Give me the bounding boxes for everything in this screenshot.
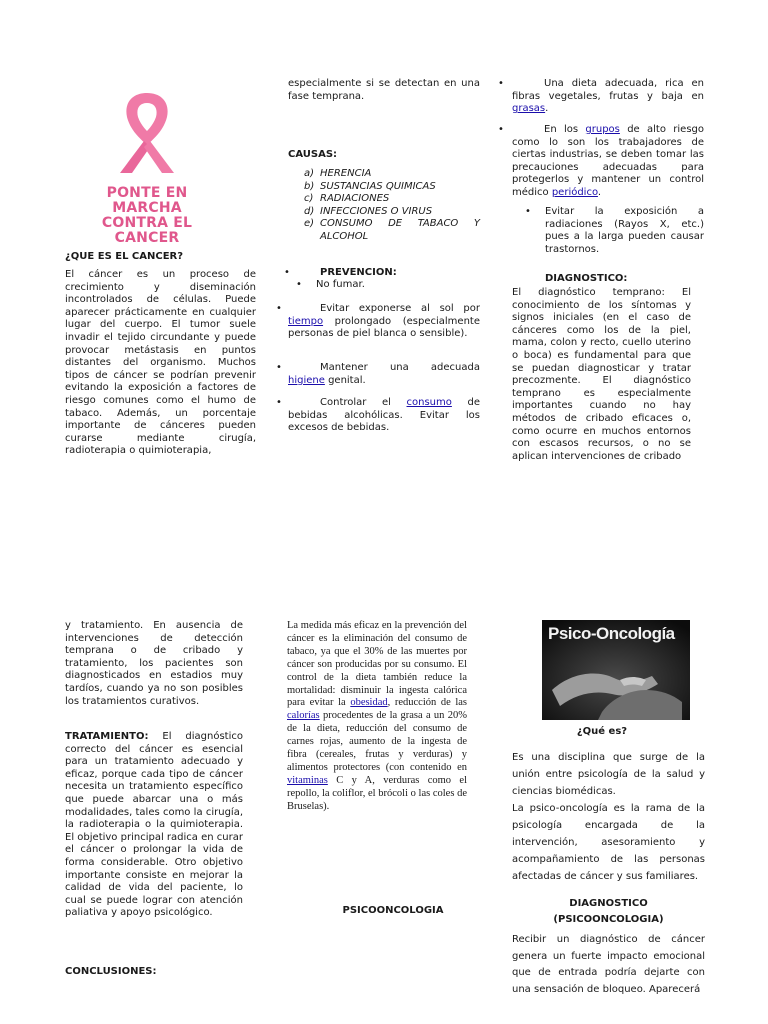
tratamiento-body: El diagnóstico correcto del cáncer es esencial para un tratamiento adecuado y eficaz, porque cada tipo de cáncer necesita un tratamiento específico que puede abarcar una o más modalidades, tales como la cirugía, la radioterapia o la quimioterapia. El objetivo principal radica en curar el cáncer o prolongar la vida de forma considerable. Otro objetivo importante consiste en mejorar la calidad de vida del paciente, lo cual se puede lograr con atención paliativa y apoyo psicológico.: [65, 731, 243, 919]
prevencion-item: • Evitar la exposición a radiaciones (Rayos X, etc.) pues a la larga pueden causar trastornos.: [525, 206, 704, 255]
grupos-link[interactable]: grupos: [585, 124, 620, 135]
que-es-heading: ¿Qué es?: [576, 726, 628, 737]
logo-text-line2: CONTRA EL CANCER: [101, 214, 193, 246]
tiempo-link[interactable]: tiempo: [288, 315, 324, 327]
que-es-cancer-continued: y tratamiento. En ausencia de intervenciones de detección temprana o de cribado y tratamiento, los pacientes son diagnosticados en estadios muy tardíos, cuando ya no son posibles los tratamientos curativos.: [65, 620, 243, 707]
prevencion-no-fumar: No fumar.: [316, 279, 365, 290]
medida-eficaz-paragraph: La medida más eficaz en la prevención del cáncer es la eliminación del consumo de tabaco, ya que el 30% de las muertes por cáncer son producidas por su consumo. El control de la dieta también reduce la mortalidad: disminuir la ingesta calórica para evitar la obesidad, reducción de las calorías procedentes de la grasa a un 20% de la dieta, reducción del consumo de carnes rojas, aumento de la ingesta de fibra (cereales, frutas y verduras) y alimentos protectores (con contenido en vitaminas C y A, verduras como el repollo, la coliflor, el brócoli o las coles de Bruselas).: [287, 620, 467, 812]
que-es-cancer-title: ¿QUE ES EL CANCER?: [65, 251, 184, 262]
diagnostico-title: DIAGNOSTICO:: [545, 273, 628, 284]
diagnostico-psico-body: Recibir un diagnóstico de cáncer genera un fuerte impacto emocional que de entrada podría dejarte con una sensación de bloqueo. Aparecerá: [512, 934, 705, 995]
causas-title: CAUSAS:: [288, 149, 338, 160]
psico-oncologia-photo: [542, 620, 690, 720]
que-es-paragraph-2: La psico-oncología es la rama de la psicología encargada de la intervención, asesoramiento y acompañamiento de las personas afectadas de cáncer y sus familiares.: [512, 803, 705, 882]
photo-title: Psico-Oncología: [548, 624, 675, 643]
vitaminas-link[interactable]: vitaminas: [287, 774, 328, 786]
grasas-link[interactable]: grasas: [512, 103, 546, 115]
prevencion-item: • Una dieta adecuada, rica en fibras vegetales, frutas y baja en grasas.: [498, 78, 704, 115]
calorias-link[interactable]: calorías: [287, 710, 320, 722]
prevencion-item: • Controlar el consumo de bebidas alcohólicas. Evitar los excesos de bebidas.: [276, 397, 480, 434]
radiaciones-text: Evitar la exposición a radiaciones (Rayos X, etc.) pues a la larga pueden causar trastornos.: [545, 206, 704, 255]
causa-item: d) INFECCIONES O VIRUS: [304, 205, 433, 217]
que-es-paragraph-1: Es una disciplina que surge de la unión entre psicología de la salud y ciencias biomédicas.: [512, 752, 705, 797]
psicooncologia-heading: PSICOONCOLOGIA: [342, 905, 444, 916]
que-es-cancer-body: El cáncer es un proceso de crecimiento y diseminación incontrolados de células. Puede aparecer prácticamente en cualquier lugar del cuerpo. El tumor suele invadir el tejido circundante y puede provocar metástasis en puntos distantes del organismo. Muchos tipos de cáncer se podrían prevenir evitando la exposición a factores de riesgo comunes como el humo de tabaco. Además, un porcentaje importante de cánceres pueden curarse mediante cirugía, radioterapia o quimioterapia,: [65, 269, 256, 457]
prevencion-item: • Evitar exponerse al sol por tiempo prolongado (especialmente personas de piel blanca o sensible).: [276, 303, 480, 340]
periodico-link[interactable]: periódico: [551, 186, 598, 198]
diagnostico-psico-line1: DIAGNOSTICO: [569, 898, 648, 909]
conclusiones-title: CONCLUSIONES:: [65, 966, 157, 977]
diagnostico-body: El diagnóstico temprano: El conocimiento de los síntomas y signos iniciales (en el caso de cánceres como los de la piel, mama, colon y recto, cuello uterino o boca) es fundamental para que se puedan diagnosticar y tratar precozmente. El diagnóstico temprano es especialmente importantes cuando no hay métodos de cribado eficaces o, como ocurre en muchos entornos con escasos recursos, o no se aplican intervenciones de cribado: [512, 287, 691, 462]
pink-ribbon-logo: [72, 85, 222, 246]
higiene-link[interactable]: higiene: [288, 374, 325, 386]
intro-continued: especialmente si se detectan en una fase temprana.: [288, 78, 480, 102]
causas-list: [304, 168, 480, 244]
pink-ribbon-icon: [72, 85, 222, 175]
logo-text-line1: PONTE EN MARCHA: [106, 184, 188, 216]
causa-item: b) SUSTANCIAS QUIMICAS: [304, 180, 436, 192]
que-es-section: [512, 749, 705, 885]
tratamiento-title: TRATAMIENTO:: [65, 731, 149, 742]
causa-item: e) CONSUMO DE TABACO Y ALCOHOL: [304, 218, 480, 242]
prevencion-title-row: • PREVENCION:: [284, 267, 397, 278]
obesidad-link[interactable]: obesidad: [350, 697, 388, 709]
prevencion-title: PREVENCION:: [320, 267, 397, 278]
diagnostico-psico-heading: [512, 896, 705, 928]
diagnostico-psico-line2: (PSICOONCOLOGIA): [553, 914, 664, 925]
consumo-link[interactable]: consumo: [406, 397, 452, 408]
causa-item: c) RADIACIONES: [304, 193, 390, 205]
prevencion-item: • Mantener una adecuada higiene genital.: [276, 362, 480, 386]
prevencion-no-fumar-row: • No fumar.: [296, 279, 365, 290]
prevencion-item: • En los grupos de alto riesgo como lo son los trabajadores de ciertas industrias, se deben tomar las precauciones adecuadas para protegerlos y mantener un control médico periódico.: [498, 124, 705, 198]
tratamiento-section: [65, 731, 243, 920]
causa-item: a) HERENCIA: [304, 168, 372, 179]
